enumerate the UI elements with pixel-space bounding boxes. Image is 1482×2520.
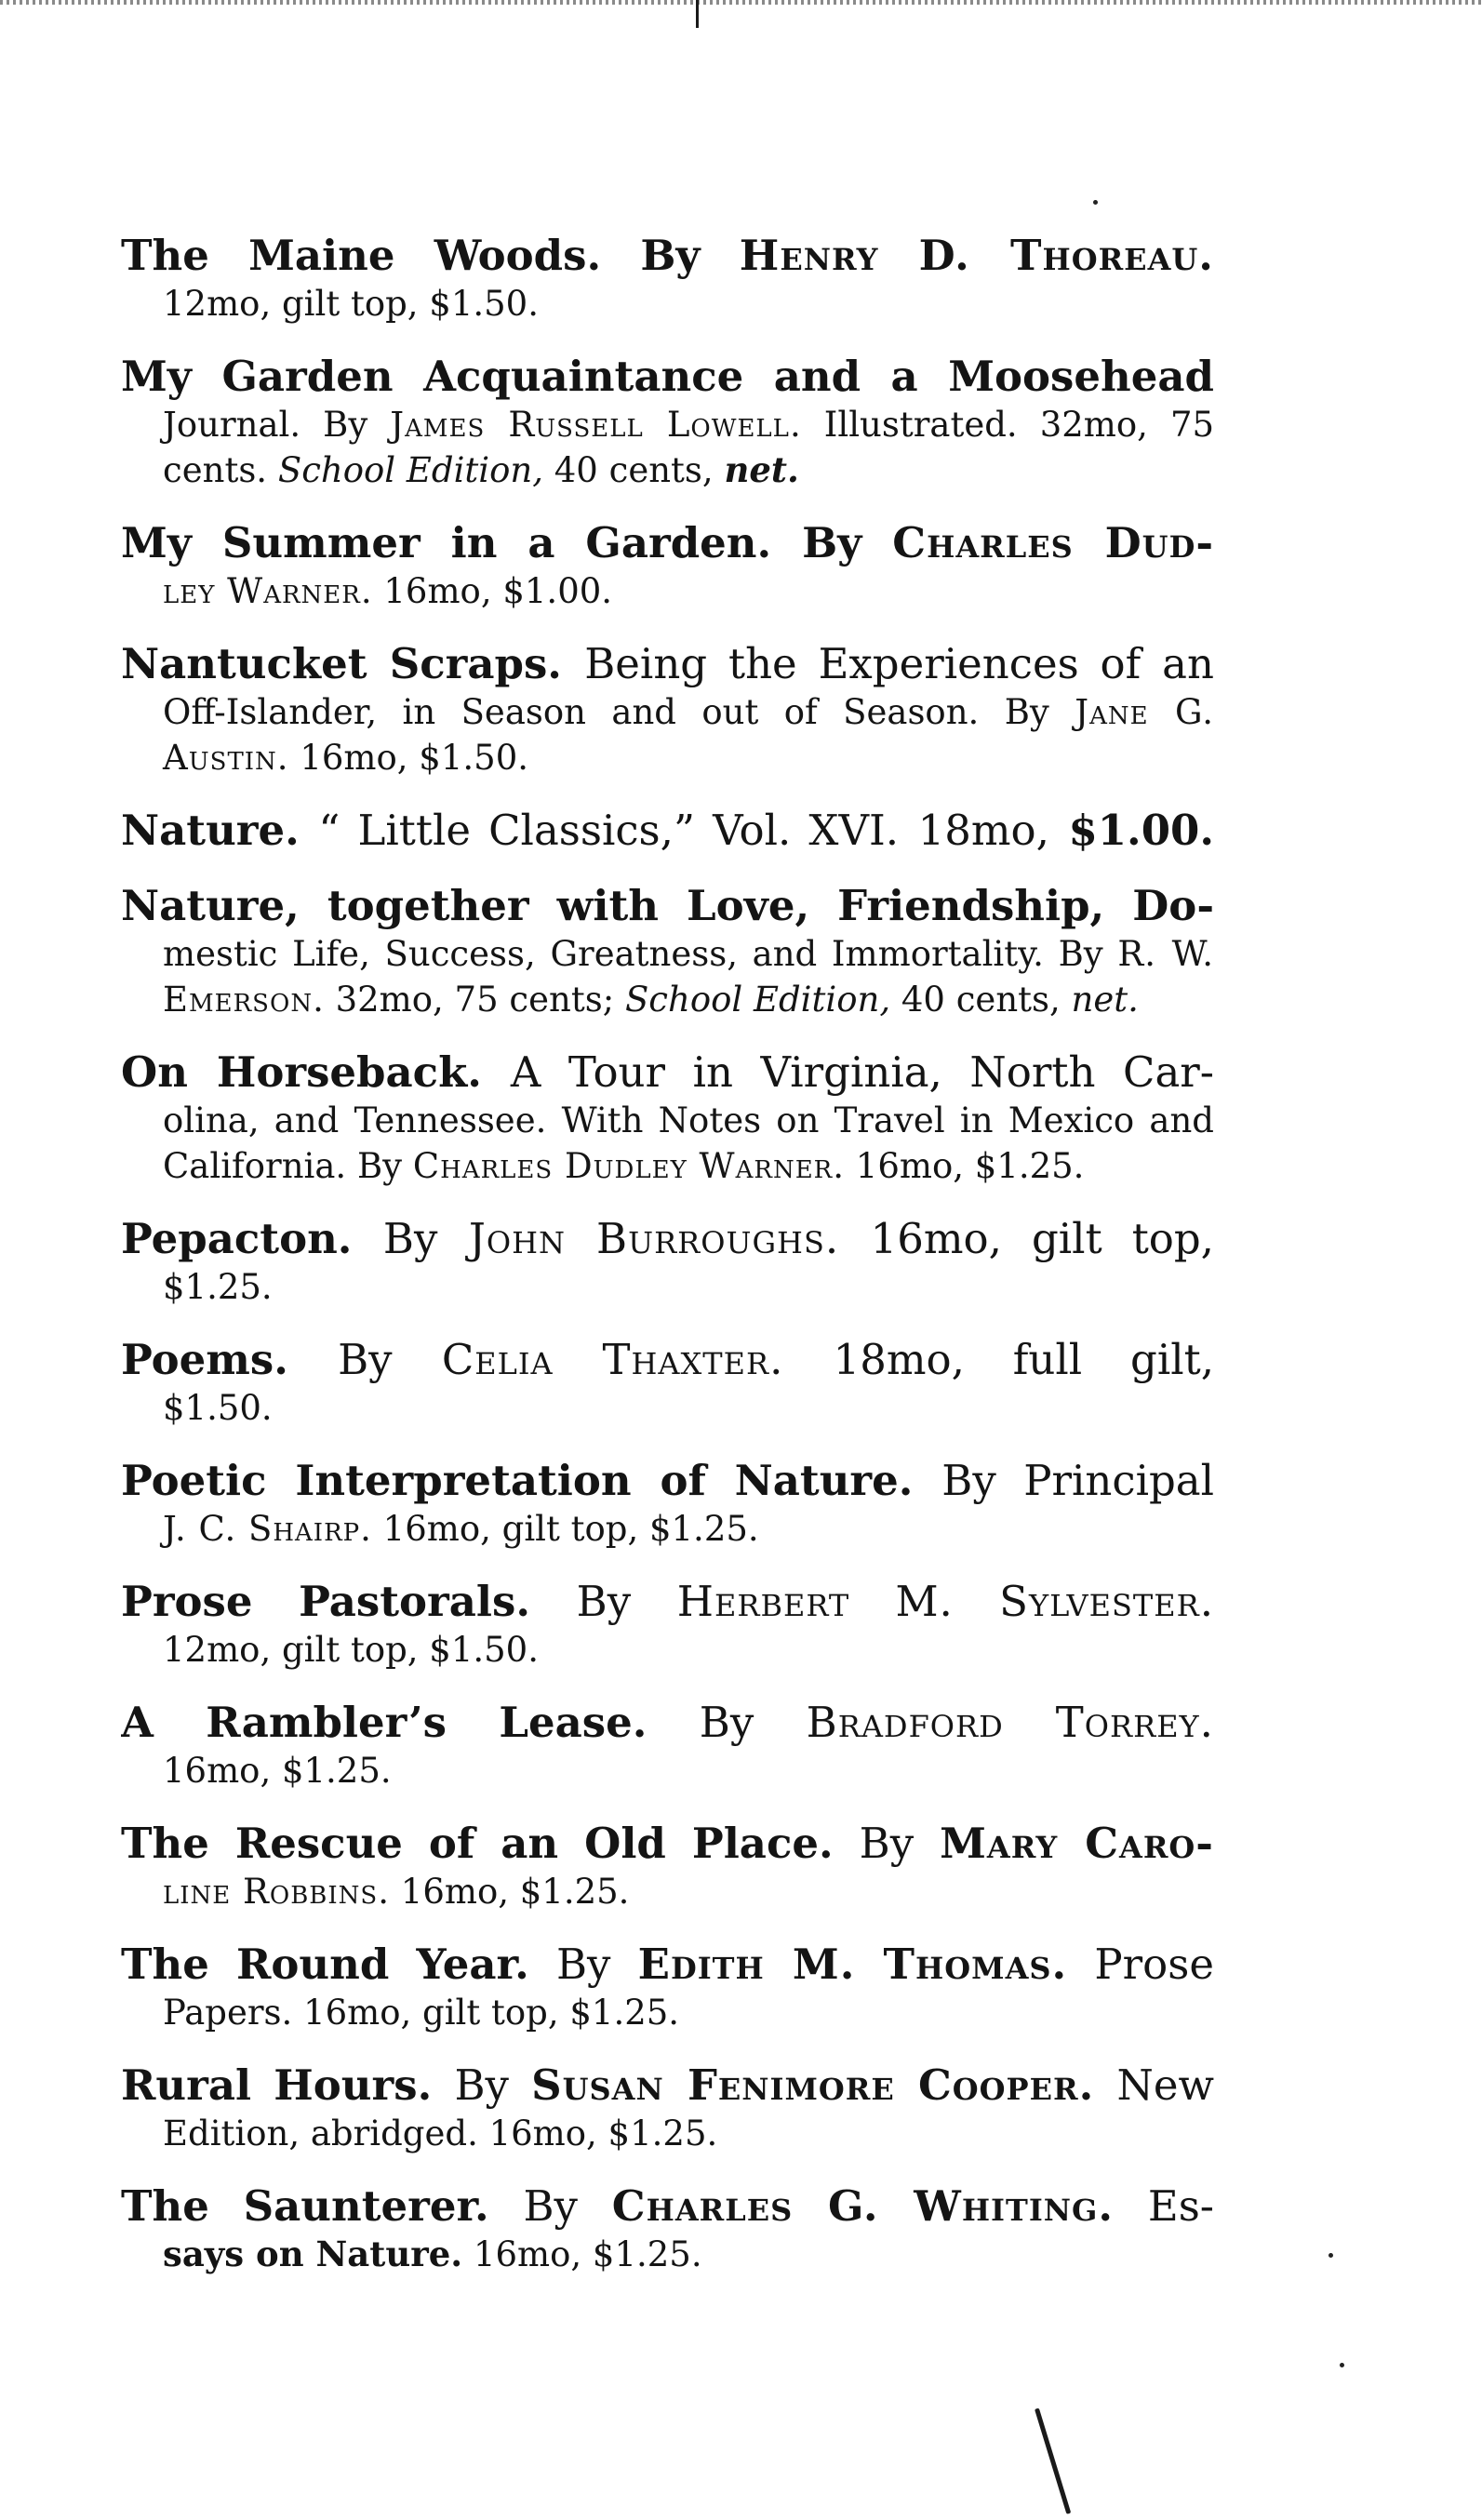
entry-title-line	[121, 1819, 1214, 1869]
book-details-continuation: says on Nature.	[163, 2233, 463, 2274]
catalog-entry	[121, 639, 1214, 780]
entry-title-line	[121, 1698, 1214, 1748]
book-details-continuation: Edition, abridged. 16mo, $1.25.	[163, 2113, 718, 2153]
book-subtitle: A Tour in Virginia, North Car-	[510, 1047, 1214, 1097]
book-title: My Garden Acquaintance and a Moosehead	[121, 352, 1214, 401]
author-prefix: By	[338, 1335, 393, 1384]
page-top-mark	[696, 0, 699, 28]
entry-details	[121, 2232, 1214, 2277]
book-title: The Round Year.	[121, 1940, 529, 1989]
book-title: Nature, together with Love, Friendship, Do-	[121, 881, 1214, 930]
page-top-rule	[0, 0, 1482, 5]
author-prefix: By	[523, 2181, 578, 2231]
entry-title-line	[121, 881, 1214, 931]
catalog-entry	[121, 1940, 1214, 2035]
author-name: Henry D. Thoreau.	[739, 231, 1214, 280]
edition-label: School Edition,	[277, 450, 543, 490]
author-prefix: By	[1058, 934, 1103, 974]
author-prefix: By	[802, 518, 862, 567]
entry-details	[121, 931, 1214, 1022]
entry-title-line	[121, 2181, 1214, 2232]
entry-details	[121, 281, 1214, 327]
author-name: Susan Fenimore Cooper.	[531, 2060, 1095, 2110]
author-prefix: By	[454, 2060, 509, 2110]
book-details: Prose	[1094, 1940, 1214, 1989]
book-details: 16mo, $1.25.	[400, 1872, 630, 1912]
book-details-continuation: $1.25.	[163, 1267, 273, 1307]
entry-title-line	[121, 2060, 1214, 2111]
catalog-entry	[121, 1819, 1214, 1914]
entry-title-line	[121, 1047, 1214, 1098]
title-continuation: Journal.	[163, 405, 301, 445]
book-details: 16mo, $1.25.	[855, 1146, 1085, 1186]
book-catalog-list	[121, 231, 1214, 2302]
book-format: 18mo,	[917, 806, 1049, 855]
book-title: Poetic Interpretation of Nature.	[121, 1456, 914, 1505]
entry-title-line	[121, 518, 1214, 568]
author-prefix: By	[323, 405, 368, 445]
title-continuation: mestic Life, Success, Greatness, and Immortality.	[163, 934, 1044, 974]
author-name: Jane G.	[1075, 692, 1214, 732]
book-details: 16mo, $1.00.	[383, 571, 613, 611]
catalog-entry	[121, 2181, 1214, 2277]
entry-details	[121, 1627, 1214, 1673]
book-details: 16mo, $1.25.	[163, 1751, 392, 1791]
edition-label: School Edition,	[624, 980, 891, 1020]
print-speck	[1093, 200, 1098, 205]
book-price: 16mo, $1.25.	[473, 2234, 702, 2274]
catalog-entry	[121, 1214, 1214, 1310]
entry-details	[121, 1385, 1214, 1431]
entry-details	[121, 2111, 1214, 2156]
book-details: 18mo, full gilt,	[833, 1335, 1214, 1384]
book-title: A Rambler’s Lease.	[121, 1698, 648, 1747]
entry-details	[121, 568, 1214, 614]
entry-title-line	[121, 1940, 1214, 1990]
catalog-entry	[121, 1456, 1214, 1552]
author-prefix: By	[576, 1577, 632, 1626]
edition-price: 40 cents,	[901, 980, 1061, 1020]
entry-title-line	[121, 1577, 1214, 1627]
entry-title-line	[121, 231, 1214, 281]
entry-details	[121, 1506, 1214, 1552]
entry-title-line	[121, 352, 1214, 402]
author-prefix: By	[859, 1819, 915, 1868]
book-title: On Horseback.	[121, 1047, 482, 1097]
author-name-continuation: ley Warner.	[163, 571, 373, 611]
book-details: 32mo, 75 cents;	[335, 980, 615, 1020]
catalog-entry	[121, 1335, 1214, 1431]
author-name: Herbert M. Sylvester.	[676, 1577, 1214, 1626]
author-name: Celia Thaxter.	[441, 1335, 784, 1384]
author-prefix: By	[382, 1214, 438, 1263]
catalog-entry	[121, 1047, 1214, 1189]
author-prefix: By	[640, 231, 701, 280]
book-details: 16mo, gilt top, $1.25.	[382, 1509, 759, 1549]
author-name: Bradford Torrey.	[806, 1698, 1214, 1747]
book-title: The Rescue of an Old Place.	[121, 1819, 834, 1868]
book-details-continuation: Papers. 16mo, gilt top, $1.25.	[163, 1993, 680, 2033]
book-subtitle-continuation: olina, and Tennessee. With Notes on Travel in Mexico and California.	[163, 1100, 1214, 1186]
catalog-entry	[121, 806, 1214, 856]
book-title: Prose Pastorals.	[121, 1577, 531, 1626]
author-prefix: By	[699, 1698, 754, 1747]
entry-details	[121, 689, 1214, 780]
book-title: Nature.	[121, 806, 300, 855]
print-speck	[1328, 2253, 1333, 2258]
author-name: Charles Dudley Warner.	[412, 1146, 846, 1186]
book-title: The Saunterer.	[121, 2181, 489, 2231]
book-details: New	[1116, 2060, 1214, 2110]
catalog-entry	[121, 1577, 1214, 1673]
author-name: Mary Caro-	[940, 1819, 1214, 1868]
author-name: R. W. Emerson.	[163, 934, 1214, 1020]
entry-details	[121, 1869, 1214, 1914]
edition-net: net.	[1071, 980, 1139, 1020]
book-details: 16mo, $1.50.	[300, 738, 528, 778]
author-name: Charles G. Whiting.	[611, 2181, 1115, 2231]
author-name: J. C. Shairp.	[163, 1509, 372, 1549]
author-name-continuation: Austin.	[163, 738, 289, 778]
author-name: Charles Dud-	[892, 518, 1214, 567]
author-prefix: By Principal	[941, 1456, 1214, 1505]
edition-net: net.	[724, 449, 799, 490]
print-speck	[1340, 2363, 1344, 2367]
catalog-entry	[121, 231, 1214, 327]
book-title: Nantucket Scraps.	[121, 639, 562, 688]
edition-price: 40 cents,	[554, 450, 714, 490]
book-details: Illustrated. 32mo, 75 cents.	[163, 405, 1215, 490]
entry-details	[121, 1748, 1214, 1793]
ink-stroke-mark	[1035, 2408, 1071, 2514]
author-prefix: By	[555, 1940, 611, 1989]
entry-title-line	[121, 1456, 1214, 1506]
entry-title-line	[121, 639, 1214, 689]
author-name-continuation: line Robbins.	[163, 1872, 391, 1912]
catalog-entry	[121, 352, 1214, 493]
entry-details	[121, 402, 1214, 493]
book-subtitle-continuation: Off-Islander, in Season and out of Season.	[163, 692, 980, 732]
catalog-entry	[121, 518, 1214, 614]
book-details: 16mo, gilt top,	[870, 1214, 1214, 1263]
author-prefix: By	[356, 1146, 403, 1186]
entry-title-line	[121, 1214, 1214, 1264]
book-title: Poems.	[121, 1335, 288, 1384]
entry-details	[121, 1098, 1214, 1189]
author-prefix: By	[1004, 692, 1049, 732]
book-subtitle: Being the Experiences of an	[584, 639, 1214, 688]
book-details: 12mo, gilt top, $1.50.	[163, 284, 539, 324]
author-name: James Russell Lowell.	[390, 405, 802, 445]
author-name: Edith M. Thomas.	[637, 1940, 1068, 1989]
entry-title-line	[121, 1335, 1214, 1385]
book-price: $1.00.	[1068, 806, 1214, 855]
book-details: Es-	[1147, 2181, 1214, 2231]
catalog-entry	[121, 1698, 1214, 1793]
book-title: The Maine Woods.	[121, 231, 602, 280]
entry-details	[121, 1264, 1214, 1310]
book-title: Rural Hours.	[121, 2060, 433, 2110]
book-title: My Summer in a Garden.	[121, 518, 772, 567]
book-details-continuation: $1.50.	[163, 1388, 273, 1428]
book-details: 12mo, gilt top, $1.50.	[163, 1630, 539, 1670]
author-name: John Burroughs.	[468, 1214, 840, 1263]
catalog-entry	[121, 2060, 1214, 2156]
entry-title-line	[121, 806, 1214, 856]
series-name: “ Little Classics,” Vol. XVI.	[318, 806, 900, 855]
entry-details	[121, 1990, 1214, 2035]
catalog-entry	[121, 881, 1214, 1022]
book-title: Pepacton.	[121, 1214, 353, 1263]
